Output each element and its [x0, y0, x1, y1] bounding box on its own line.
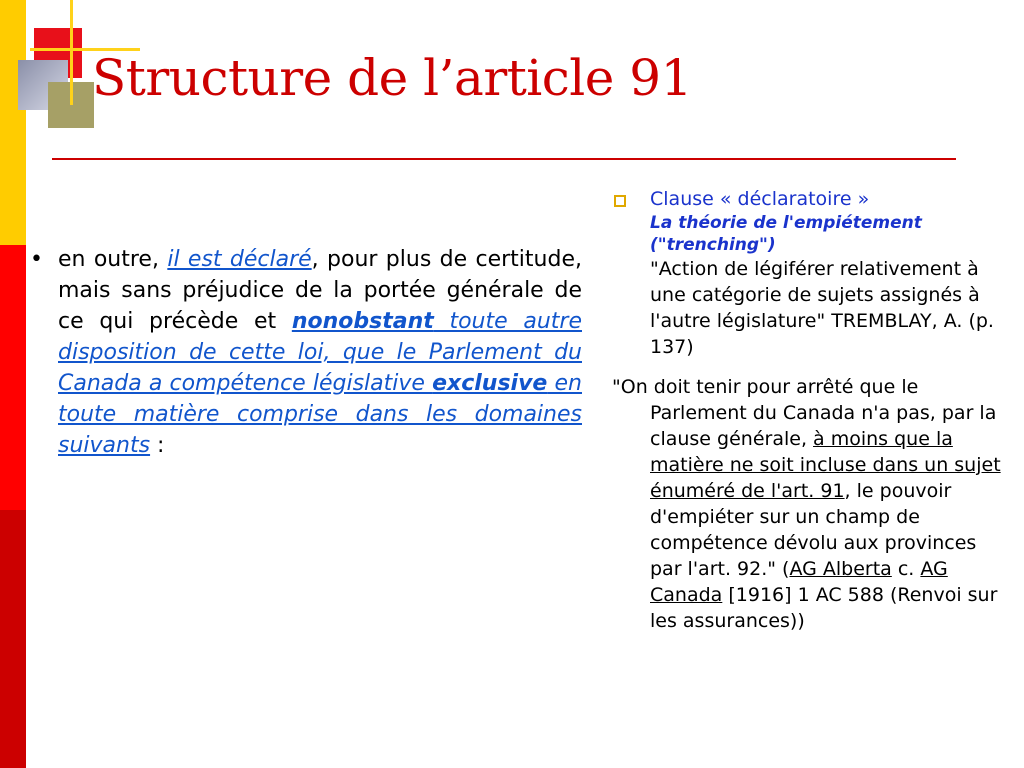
quote-segment: [1916] 1 AC 588 (Renvoi sur les assurances)) [650, 584, 998, 632]
bullet-icon: • [30, 247, 43, 272]
text-segment: : [150, 433, 165, 458]
case-link-ag-alberta[interactable]: AG Alberta [789, 558, 892, 580]
left-bar-darkred [0, 510, 26, 768]
quote-segment: , le pouvoir d'empiéter sur un champ de compétence dévolu aux provinces par l'art. 92." ( [650, 480, 977, 580]
case-link-ag-canada[interactable]: AG Canada [650, 558, 948, 606]
text-segment: en outre, [58, 247, 168, 272]
article-91-text [58, 244, 582, 461]
trenching-subheading: La théorie de l'empiétement ("trenching") [650, 213, 922, 255]
quote-underlined-segment: à moins que la matière ne soit incluse dans un sujet énuméré de l'art. 91 [650, 428, 1001, 502]
insurance-reference-quote [612, 374, 1012, 634]
left-bar-yellow [0, 0, 26, 245]
title-underline [52, 158, 956, 160]
left-column [30, 244, 582, 461]
link-bold-segment: nonobstant [291, 309, 434, 334]
left-bar-red [0, 245, 26, 510]
link-segment: toute autre disposition de cette loi, que le Parlement du Canada a compétence législative [58, 309, 582, 396]
ornament-vertical-line [70, 0, 73, 105]
link-bold-segment: exclusive [432, 371, 548, 396]
clause-heading: Clause « déclaratoire » [650, 188, 870, 210]
trenching-definition: "Action de légiférer relativement à une catégorie de sujets assignés à l'autre législature" TREMBLAY, A. (p. 137) [650, 258, 994, 358]
link-segment: en toute matière comprise dans les domaines suivants [58, 371, 582, 458]
slide-title: Structure de l’article 91 [92, 49, 692, 107]
text-segment: , pour plus de certitude, mais sans préjudice de la portée générale de ce qui précède et [58, 247, 582, 334]
declaratory-clause-item [612, 186, 1012, 360]
link-il-est-declare[interactable]: il est déclaré [167, 247, 312, 272]
square-bullet-icon [614, 195, 626, 207]
quote-segment: "On doit tenir pour arrêté que le Parlement du Canada n'a pas, par la clause générale, [612, 376, 997, 450]
quote-segment: c. [891, 558, 921, 580]
right-column [612, 186, 1012, 634]
